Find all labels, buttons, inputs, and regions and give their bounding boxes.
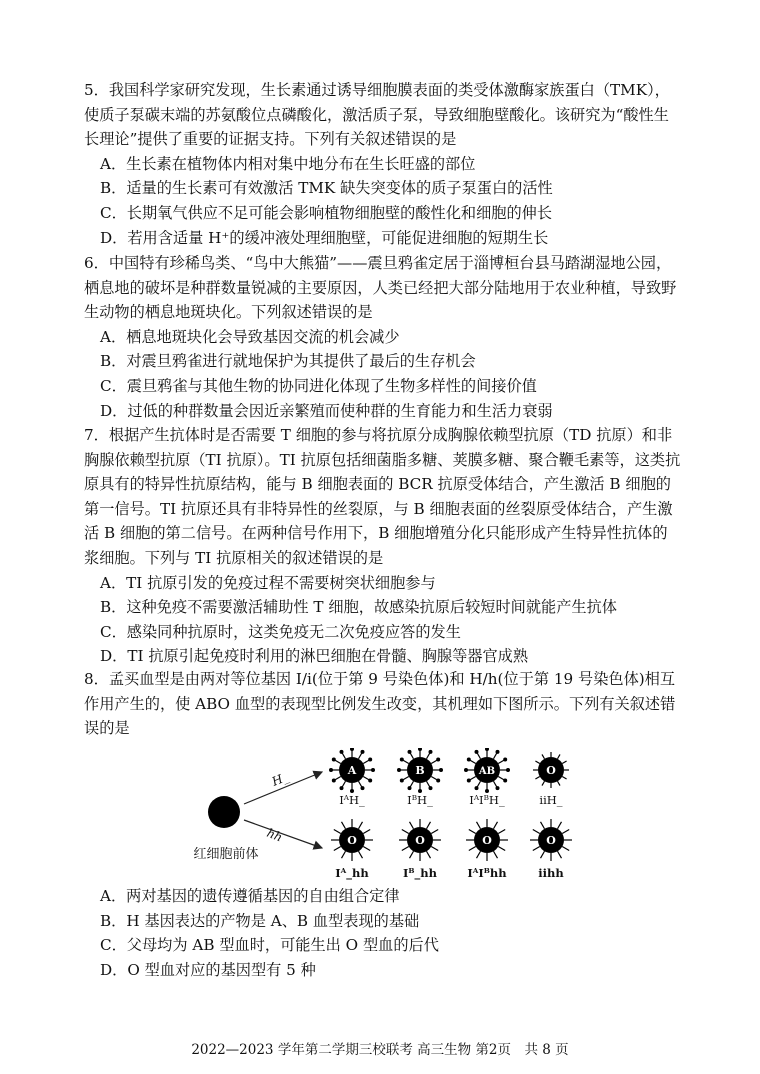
antigen-spike (541, 851, 545, 858)
blood-type-label: O (415, 834, 425, 847)
h-antigen-spike (542, 781, 545, 785)
antigen-spike (494, 822, 498, 829)
antigen-spike (477, 822, 481, 829)
genotype-label: Iᴬ_hh (335, 866, 369, 880)
antigen-spike (334, 847, 341, 851)
h-antigen-spike (535, 777, 539, 780)
question-5 (84, 78, 682, 250)
antigen-spike (427, 822, 431, 829)
antigen-tip (368, 758, 372, 762)
question-8-options (84, 884, 682, 982)
blood-type-label: O (546, 764, 556, 777)
bombay-blood-type-diagram (180, 748, 600, 893)
antigen-tip (400, 758, 404, 762)
blood-type-label: AB (478, 766, 496, 777)
precursor-label: 红细胞前体 (193, 847, 259, 862)
genotype-label: iihh (538, 866, 564, 880)
option-b: B．这种免疫不需要激活辅助性 T 细胞，故感染抗原后较短时间就能产生抗体 (100, 598, 617, 617)
antigen-spike (363, 830, 370, 834)
h-antigen-spike (542, 754, 545, 758)
genotype-label: IᴬIᴮH_ (469, 793, 505, 807)
option-c: C．感染同种抗原时，这类免疫无二次免疫应答的发生 (100, 622, 461, 641)
blood-type-label: O (347, 834, 357, 847)
option-b: B．适量的生长素可有效激活 TMK 缺失突变体的质子泵蛋白的活性 (100, 179, 553, 198)
antigen-tip (475, 786, 479, 790)
antigen-spike (477, 851, 481, 858)
antigen-tip (340, 786, 344, 790)
antigen-tip (332, 779, 336, 783)
antigen-tip (439, 768, 443, 772)
antigen-tip (368, 779, 372, 783)
option-a: A．两对基因的遗传遵循基因的自由组合定律 (100, 887, 400, 905)
antigen-spike (469, 847, 476, 851)
antigen-tip (436, 758, 440, 762)
blood-type-label: A (347, 764, 357, 777)
blood-type-label: B (415, 764, 425, 777)
question-7 (84, 423, 682, 669)
antigen-tip (361, 786, 365, 790)
question-stem: 8．孟买血型是由两对等位基因 I/i(位于第 9 号染色体)和 H/h(位于第 19 号染色体)相互作用产生的，使 ABO 血型的表现型比例发生改变，其机理如下图所示。下列有关叙述错误的是 (84, 670, 676, 738)
antigen-spike (469, 830, 476, 834)
antigen-tip (361, 750, 365, 754)
blood-type-label: O (482, 834, 492, 847)
question-8 (84, 667, 682, 741)
option-a: A．TI 抗原引发的免疫过程不需要树突状细胞参与 (100, 573, 436, 592)
h-antigen-spike (562, 761, 566, 764)
precursor-cell (208, 796, 240, 828)
antigen-spike (558, 851, 562, 858)
question-stem: 7．根据产生抗体时是否需要 T 细胞的参与将抗原分成胸腺依赖型抗原（TD 抗原）和非胸腺依赖型抗原（TI 抗原）。TI 抗原包括细菌脂多糖、荚膜多糖、聚合鞭毛素等，这类抗原具有的特异性抗原结构，能与 B 细胞表面的 BCR 抗原受体结合，产生激活 B 细胞的第一信号。TI 抗原还具有非特异性的丝裂原，与 B 细胞表面的丝裂原受体结合，产生激活 B 细胞的第二信号。在两种信号作用下，B 细胞增殖分化只能形成产生特异性抗体的浆细胞。下列与 TI 抗原相关的叙述错误的是 (84, 426, 681, 567)
genotype-label: iiH_ (539, 793, 563, 807)
option-d: D．TI 抗原引起免疫时利用的淋巴细胞在骨髓、胸腺等器官成熟 (100, 647, 529, 666)
antigen-tip (464, 768, 468, 772)
antigen-spike (498, 830, 505, 834)
antigen-spike (427, 851, 431, 858)
antigen-tip (350, 748, 354, 751)
option-c: C．父母均为 AB 型血时，可能生出 O 型血的后代 (100, 936, 439, 955)
arrow-top-label: H_ (269, 769, 291, 789)
antigen-spike (359, 851, 363, 858)
antigen-spike (533, 830, 540, 834)
antigen-tip (485, 748, 489, 751)
option-a: A．生长素在植物体内相对集中地分布在生长旺盛的部位 (100, 154, 476, 173)
antigen-spike (558, 822, 562, 829)
genotype-label: IᴬH_ (339, 793, 365, 807)
h-antigen-spike (558, 754, 561, 758)
antigen-tip (436, 779, 440, 783)
antigen-tip (503, 779, 507, 783)
antigen-tip (418, 748, 422, 751)
antigen-spike (562, 847, 569, 851)
antigen-tip (408, 750, 412, 754)
antigen-spike (410, 822, 414, 829)
antigen-tip (467, 779, 471, 783)
option-d: D．过低的种群数量会因近亲繁殖而使种群的生育能力和生活力衰弱 (100, 401, 553, 420)
antigen-tip (467, 758, 471, 762)
antigen-spike (562, 830, 569, 834)
genotype-label: IᴮH_ (407, 793, 433, 807)
antigen-tip (332, 758, 336, 762)
h-antigen-spike (535, 761, 539, 764)
antigen-spike (541, 822, 545, 829)
antigen-spike (363, 847, 370, 851)
antigen-spike (402, 830, 409, 834)
h-antigen-spike (562, 777, 566, 780)
antigen-spike (342, 851, 346, 858)
antigen-spike (402, 847, 409, 851)
option-c: C．长期氧气供应不足可能会影响植物细胞壁的酸性化和细胞的伸长 (100, 203, 553, 222)
option-d: D．O 型血对应的基因型有 5 种 (100, 960, 316, 979)
genotype-label: Iᴮ_hh (403, 866, 437, 880)
antigen-tip (429, 750, 433, 754)
h-antigen-spike (558, 781, 561, 785)
option-c: C．震旦鸦雀与其他生物的协同进化体现了生物多样性的间接价值 (100, 376, 537, 395)
antigen-tip (408, 786, 412, 790)
antigen-tip (400, 779, 404, 783)
antigen-spike (533, 847, 540, 851)
question-stem: 6．中国特有珍稀鸟类、“鸟中大熊猫”——震旦鸦雀定居于淄博桓台县马踏湖湿地公园，栖息地的破坏是种群数量锐减的主要原因，人类已经把大部分陆地用于农业种植，导致野生动物的栖息地斑块化。下列叙述错误的是 (84, 254, 677, 322)
antigen-spike (494, 851, 498, 858)
question-6 (84, 251, 682, 423)
antigen-spike (359, 822, 363, 829)
antigen-spike (334, 830, 341, 834)
antigen-tip (506, 768, 510, 772)
antigen-spike (342, 822, 346, 829)
antigen-tip (371, 768, 375, 772)
blood-type-label: O (546, 834, 556, 847)
antigen-tip (340, 750, 344, 754)
antigen-spike (410, 851, 414, 858)
option-b: B．对震旦鸦雀进行就地保护为其提供了最后的生存机会 (100, 352, 476, 371)
antigen-tip (496, 750, 500, 754)
option-b: B．H 基因表达的产物是 A、B 血型表现的基础 (100, 911, 420, 930)
antigen-tip (429, 786, 433, 790)
antigen-spike (498, 847, 505, 851)
option-a: A．栖息地斑块化会导致基因交流的机会减少 (100, 327, 400, 346)
antigen-tip (503, 758, 507, 762)
antigen-tip (329, 768, 333, 772)
arrow-bottom-label: hh (264, 825, 285, 845)
question-stem: 5．我国科学家研究发现，生长素通过诱导细胞膜表面的类受体激酶家族蛋白（TMK），使质子泵碳末端的苏氨酸位点磷酸化，激活质子泵，导致细胞壁酸化。该研究为“酸性生长理论”提供了重要的证据支持。下列有关叙述错误的是 (84, 81, 670, 149)
antigen-tip (397, 768, 401, 772)
antigen-spike (431, 830, 438, 834)
genotype-label: IᴬIᴮhh (467, 866, 507, 880)
option-d: D．若用含适量 H⁺的缓冲液处理细胞壁，可能促进细胞的短期生长 (100, 228, 549, 247)
antigen-tip (475, 750, 479, 754)
antigen-spike (431, 847, 438, 851)
page-footer: 2022—2023 学年第二学期三校联考 高三生物 第2页 共 8 页 (191, 1042, 569, 1058)
antigen-tip (496, 786, 500, 790)
